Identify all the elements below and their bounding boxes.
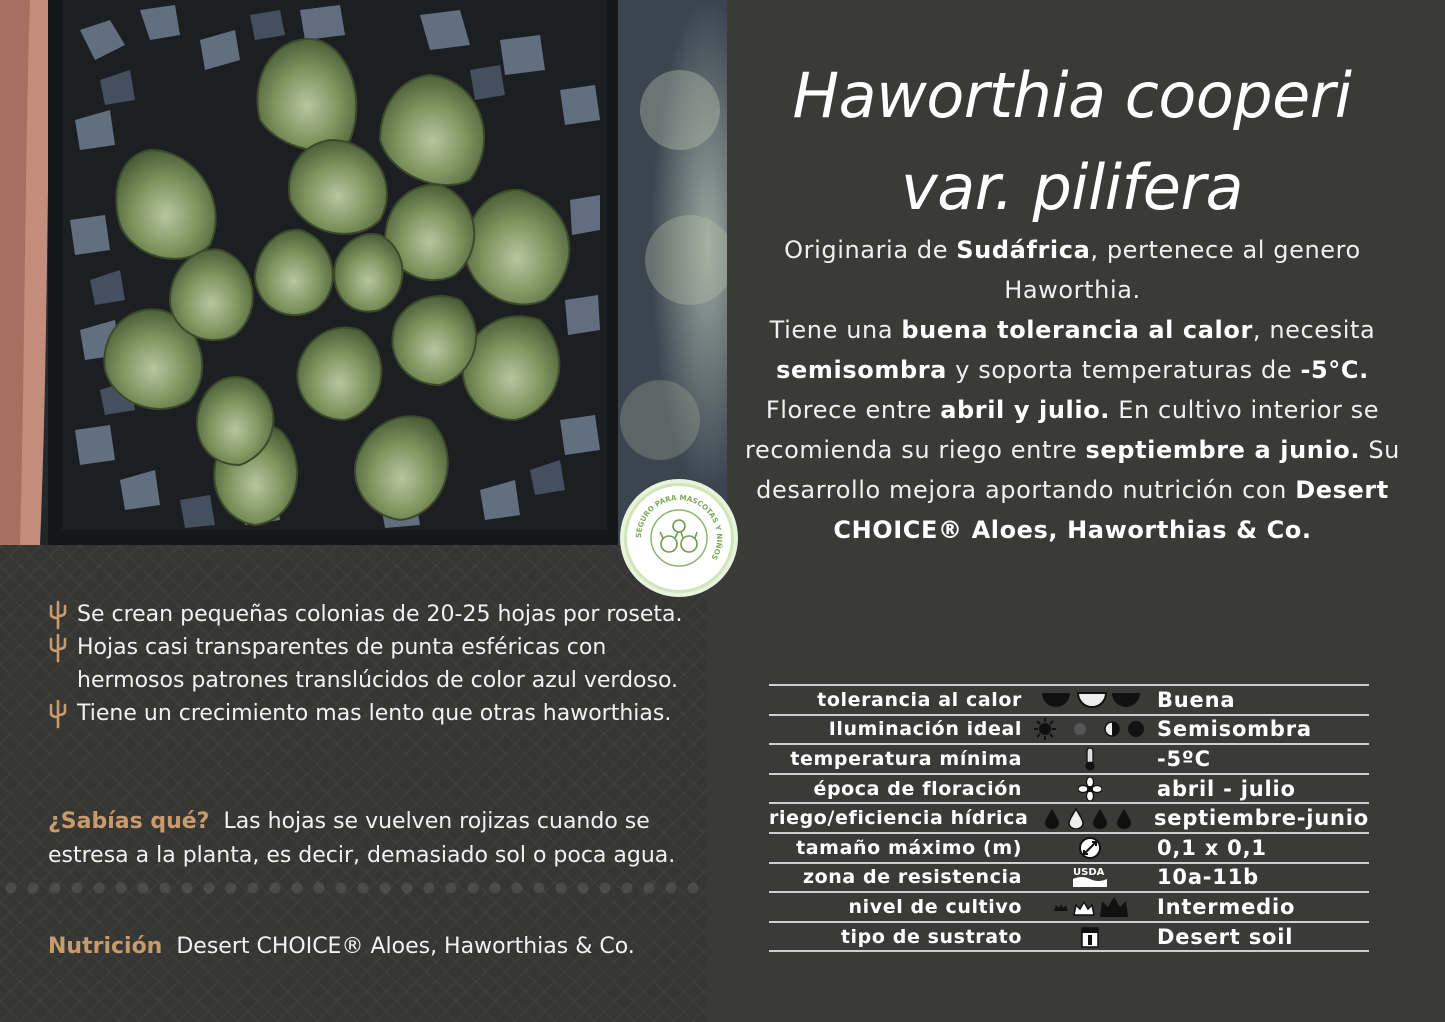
spec-value: Desert soil: [1157, 924, 1294, 949]
list-item: Se crean pequeñas colonias de 20-25 hojas por roseta.: [45, 598, 705, 631]
spec-row-heat: [769, 686, 1369, 716]
specs-table: [769, 684, 1369, 952]
spec-value: abril - julio: [1157, 776, 1296, 801]
spec-value: 0,1 x 0,1: [1157, 835, 1267, 860]
spec-value: 10a-11b: [1157, 865, 1259, 890]
spec-row-usda: [769, 864, 1369, 894]
spec-label: temperatura mínima: [790, 747, 1022, 770]
pet-icon: [660, 520, 697, 552]
spec-label: Iluminación ideal: [828, 718, 1022, 741]
fun-fact-text: Las hojas se vuelven rojizas cuando se estresa a la planta, es decir, demasiado sol o poca agua.: [48, 809, 676, 868]
svg-text:SEGURO PARA MASCOTAS Y NIÑOS: [634, 493, 724, 562]
list-item: Tiene un crecimiento mas lento que otras haworthias.: [45, 697, 705, 730]
cactus-icon: [45, 699, 71, 729]
nutrition-label: Nutrición: [48, 934, 163, 959]
spec-value: Semisombra: [1157, 717, 1312, 742]
list-item: Hojas casi transparentes de punta esféricas con hermosos patrones translúcidos de color azul verdoso.: [45, 631, 705, 697]
plant-photo: [0, 0, 727, 545]
spec-label: nivel de cultivo: [848, 895, 1022, 918]
spec-label: zona de resistencia: [802, 866, 1022, 889]
plant-title: Haworthia cooperi var. pilifera: [792, 59, 1352, 224]
nutrition-text: Desert CHOICE® Aloes, Haworthias & Co.: [176, 934, 635, 959]
spec-value: septiembre-junio: [1153, 806, 1369, 831]
feature-list: [45, 598, 705, 730]
spec-value: Intermedio: [1157, 894, 1296, 919]
fun-fact-label: ¿Sabías qué?: [48, 809, 210, 834]
spec-row-level: [769, 893, 1369, 923]
cactus-icon: [45, 600, 71, 630]
light-icon: [1022, 716, 1157, 744]
seal-text: SEGURO PARA MASCOTAS Y NIÑOS: [633, 492, 725, 562]
spec-value: Buena: [1157, 687, 1236, 712]
spec-row-water: [769, 804, 1369, 834]
spec-label: tipo de sustrato: [840, 925, 1022, 948]
fun-fact: [48, 805, 708, 873]
spec-label: época de floración: [813, 777, 1022, 800]
water-drops-icon: [1022, 804, 1154, 832]
substrate-icon: [1022, 923, 1157, 951]
cactus-icon: [45, 633, 71, 663]
spec-row-bloom: [769, 775, 1369, 805]
spec-label: tolerancia al calor: [817, 688, 1022, 711]
size-icon: [1022, 834, 1157, 862]
spec-value: -5ºC: [1157, 746, 1211, 771]
pet-safe-seal: [624, 483, 734, 593]
thermometer-icon: [1022, 745, 1157, 773]
crown-icon: [1022, 893, 1157, 921]
spec-label: riego/eficiencia hídrica: [769, 807, 1029, 830]
flower-icon: [1022, 775, 1157, 803]
spec-label: tamaño máximo (m): [796, 836, 1022, 859]
pattern-band: [0, 873, 707, 903]
spec-row-substrate: [769, 923, 1369, 953]
plant-description: Originaria de Sudáfrica, pertenece al genero Haworthia. Tiene una buena tolerancia al calor, necesita semisombra y soporta temperaturas de -5°C. Florece entre abril y julio. En cultivo interior se recomienda su riego entre septiembre a junio. Su desarrollo mejora aportando nutrición con Desert CHOICE® Aloes, Haworthias & Co.: [745, 236, 1400, 544]
spec-row-temperature: [769, 745, 1369, 775]
heat-tolerance-icon: [1022, 686, 1157, 714]
nutrition-note: [48, 930, 708, 964]
usda-icon: [1022, 864, 1157, 892]
spec-row-size: [769, 834, 1369, 864]
spec-row-light: [769, 716, 1369, 746]
usda-text: USDA: [1072, 867, 1104, 879]
